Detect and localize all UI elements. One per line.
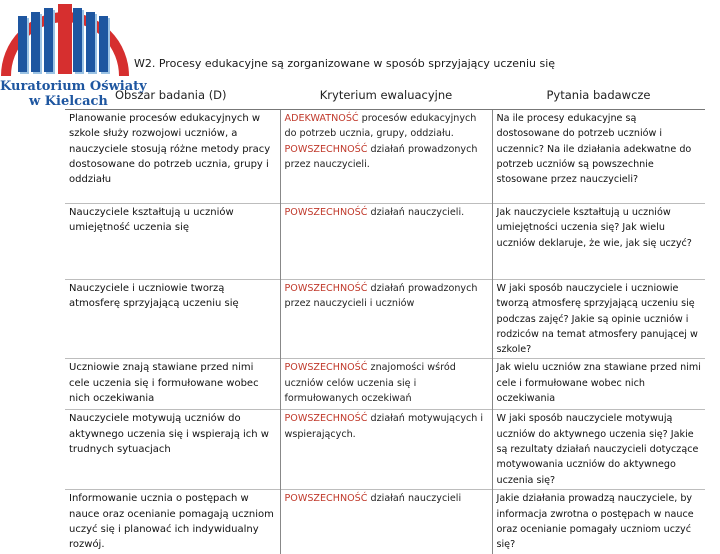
criterion-keyword: POWSZECHNOŚĆ — [284, 493, 368, 505]
table-row — [65, 410, 705, 490]
criterion-keyword: POWSZECHNOŚĆ — [284, 143, 368, 155]
criterion-text: znajomości wśród uczniów celów uczenia się i formułowanych oczekiwań — [284, 362, 456, 405]
question-cell: Jak wielu uczniów zna stawiane przed nimi cele i formułowane wobec nich oczekiwania — [492, 359, 705, 410]
criterion-cell — [280, 490, 492, 554]
area-cell: Nauczyciele kształtują u uczniów umiejętność uczenia się — [65, 204, 280, 280]
criterion-keyword: ADEKWATNOŚĆ — [284, 113, 359, 124]
criterion-cell — [280, 410, 492, 490]
header-area: Obszar badania (D) — [65, 81, 280, 110]
table-row — [65, 204, 705, 280]
criterion-cell — [280, 359, 492, 410]
table-header-row — [65, 81, 705, 110]
criterion-text: działań nauczycieli. — [367, 207, 465, 218]
criterion-text: działań motywujących i wspierających. — [284, 413, 484, 440]
table-row — [65, 490, 705, 554]
logo-title-line2: w Kielcach — [29, 94, 108, 109]
criterion-keyword: POWSZECHNOŚĆ — [284, 207, 368, 218]
criterion-keyword: POWSZECHNOŚĆ — [284, 283, 368, 294]
criterion-text: procesów edukacyjnych do potrzeb ucznia, grupy, oddziału. — [284, 113, 477, 140]
logo-title-line1: Kuratorium Oświaty — [0, 79, 147, 94]
area-cell: Nauczyciele i uczniowie tworzą atmosferę sprzyjającą uczeniu się — [65, 280, 280, 359]
criterion-cell — [280, 110, 492, 204]
criterion-keyword: POWSZECHNOŚĆ — [284, 362, 368, 374]
criterion-text: działań prowadzonych przez nauczycieli i uczniów — [284, 283, 478, 310]
table-row — [65, 359, 705, 410]
table-row — [65, 110, 705, 204]
criterion-cell — [280, 204, 492, 280]
area-cell: Nauczyciele motywują uczniów do aktywnego uczenia się i wspierają ich w trudnych sytuacjach — [65, 410, 280, 490]
header-criterion: Kryterium ewaluacyjne — [280, 81, 492, 110]
area-cell: Informowanie ucznia o postępach w nauce oraz ocenianie pomagają uczniom uczyć się i planować ich indywidualny rozwój. — [65, 490, 280, 554]
question-cell: Jak nauczyciele kształtują u uczniów umiejętności uczenia się? Jak wielu uczniów deklaruje, że wie, jak się uczyć? — [492, 204, 705, 280]
criterion-text: działań prowadzonych przez nauczycieli. — [284, 143, 478, 170]
criterion-keyword: POWSZECHNOŚĆ — [284, 413, 368, 425]
table-row — [65, 280, 705, 359]
question-cell: Jakie działania prowadzą nauczyciele, by informacja zwrotna o postępach w nauce oraz ocenianie pomagały uczniom uczyć się? — [492, 490, 705, 554]
criterion-text: działań nauczycieli — [367, 493, 462, 505]
header-questions: Pytania badawcze — [492, 81, 705, 110]
question-cell: W jaki sposób nauczyciele i uczniowie tworzą atmosferę sprzyjającą uczeniu się podczas zajęć? Jakie są opinie uczniów i rodziców na temat atmosfery panującej w szkole? — [492, 280, 705, 359]
page-title: W2. Procesy edukacyjne są zorganizowane w sposób sprzyjający uczeniu się — [134, 57, 556, 70]
question-cell: W jaki sposób nauczyciele motywują uczniów do aktywnego uczenia się? Jakie są rezultaty działań nauczycieli dotyczące motywowania uczniów do aktywnego uczenia się? — [492, 410, 705, 490]
criterion-cell — [280, 280, 492, 359]
area-cell: Planowanie procesów edukacyjnych w szkole służy rozwojowi uczniów, a nauczyciele stosują różne metody pracy dostosowane do potrzeb ucznia, grupy i oddziału — [65, 110, 280, 204]
question-cell: Na ile procesy edukacyjne są dostosowane do potrzeb uczniów i uczennic? Na ile działania adekwatne do potrzeb uczniów są powszechnie stosowane przez nauczycieli? — [492, 110, 705, 204]
area-cell: Uczniowie znają stawiane przed nimi cele uczenia się i formułowane wobec nich oczekiwania — [65, 359, 280, 410]
evaluation-table — [65, 81, 705, 554]
